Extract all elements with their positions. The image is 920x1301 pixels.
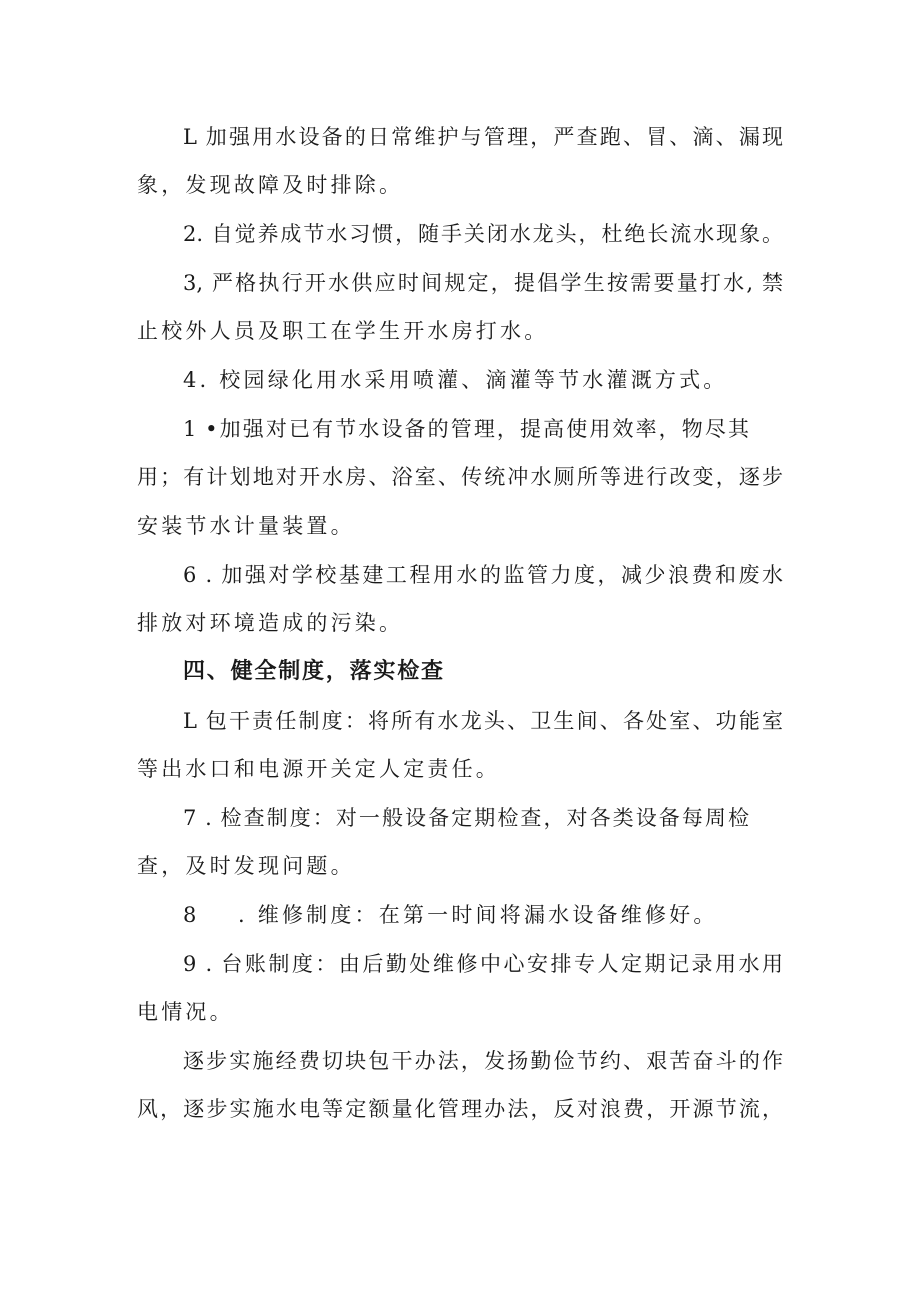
paragraph-5-line-3: 安装节水计量装置。 <box>137 514 355 538</box>
paragraph-9-number: 8 <box>183 903 200 927</box>
paragraph-5-line-2: 用；有计划地对开水房、浴室、传统冲水厕所等进行改变，逐步 <box>137 465 783 489</box>
paragraph-8-line-1: 7 . 检查制度：对一般设备定期检查，对各类设备每周检 <box>183 806 749 830</box>
paragraph-3-line-2: 止校外人员及职工在学生开水房打水。 <box>137 319 549 343</box>
paragraph-10-line-2: 电情况。 <box>137 1000 234 1024</box>
paragraph-7-line-1: L 包干责任制度：将所有水龙头、卫生间、各处室、功能室 <box>183 709 783 733</box>
paragraph-4-line-1: 4. 校园绿化用水采用喷灌、滴灌等节水灌溉方式。 <box>183 368 728 392</box>
section-heading: 四、健全制度，落实检查 <box>183 659 445 684</box>
paragraph-3-line-1: 3, 严格执行开水供应时间规定，提倡学生按需要量打水, 禁 <box>183 271 783 295</box>
paragraph-10-line-1: 9 . 台账制度：由后勤处维修中心安排专人定期记录用水用 <box>183 952 783 976</box>
paragraph-8-line-2: 查，及时发现问题。 <box>137 854 355 878</box>
paragraph-1-line-1: L 加强用水设备的日常维护与管理，严查跑、冒、滴、漏现 <box>183 125 783 149</box>
paragraph-11-line-2: 风，逐步实施水电等定额量化管理办法，反对浪费，开源节流， <box>137 1097 783 1121</box>
paragraph-6-line-2: 排放对环境造成的污染。 <box>137 611 404 635</box>
paragraph-7-line-2: 等出水口和电源开关定人定责任。 <box>137 757 500 781</box>
paragraph-11-line-1: 逐步实施经费切块包干办法，发扬勤俭节约、艰苦奋斗的作 <box>183 1049 783 1073</box>
paragraph-6-line-1: 6 . 加强对学校基建工程用水的监管力度，减少浪费和废水 <box>183 563 783 587</box>
paragraph-1-line-2: 象，发现故障及时排除。 <box>137 173 404 197</box>
paragraph-2-line-1: 2. 自觉养成节水习惯，随手关闭水龙头，杜绝长流水现象。 <box>183 222 783 246</box>
paragraph-5-line-1: 1 •加强对已有节水设备的管理，提高使用效率，物尽其 <box>183 417 749 441</box>
paragraph-9-line-1: . 维修制度：在第一时间将漏水设备维修好。 <box>238 903 718 927</box>
